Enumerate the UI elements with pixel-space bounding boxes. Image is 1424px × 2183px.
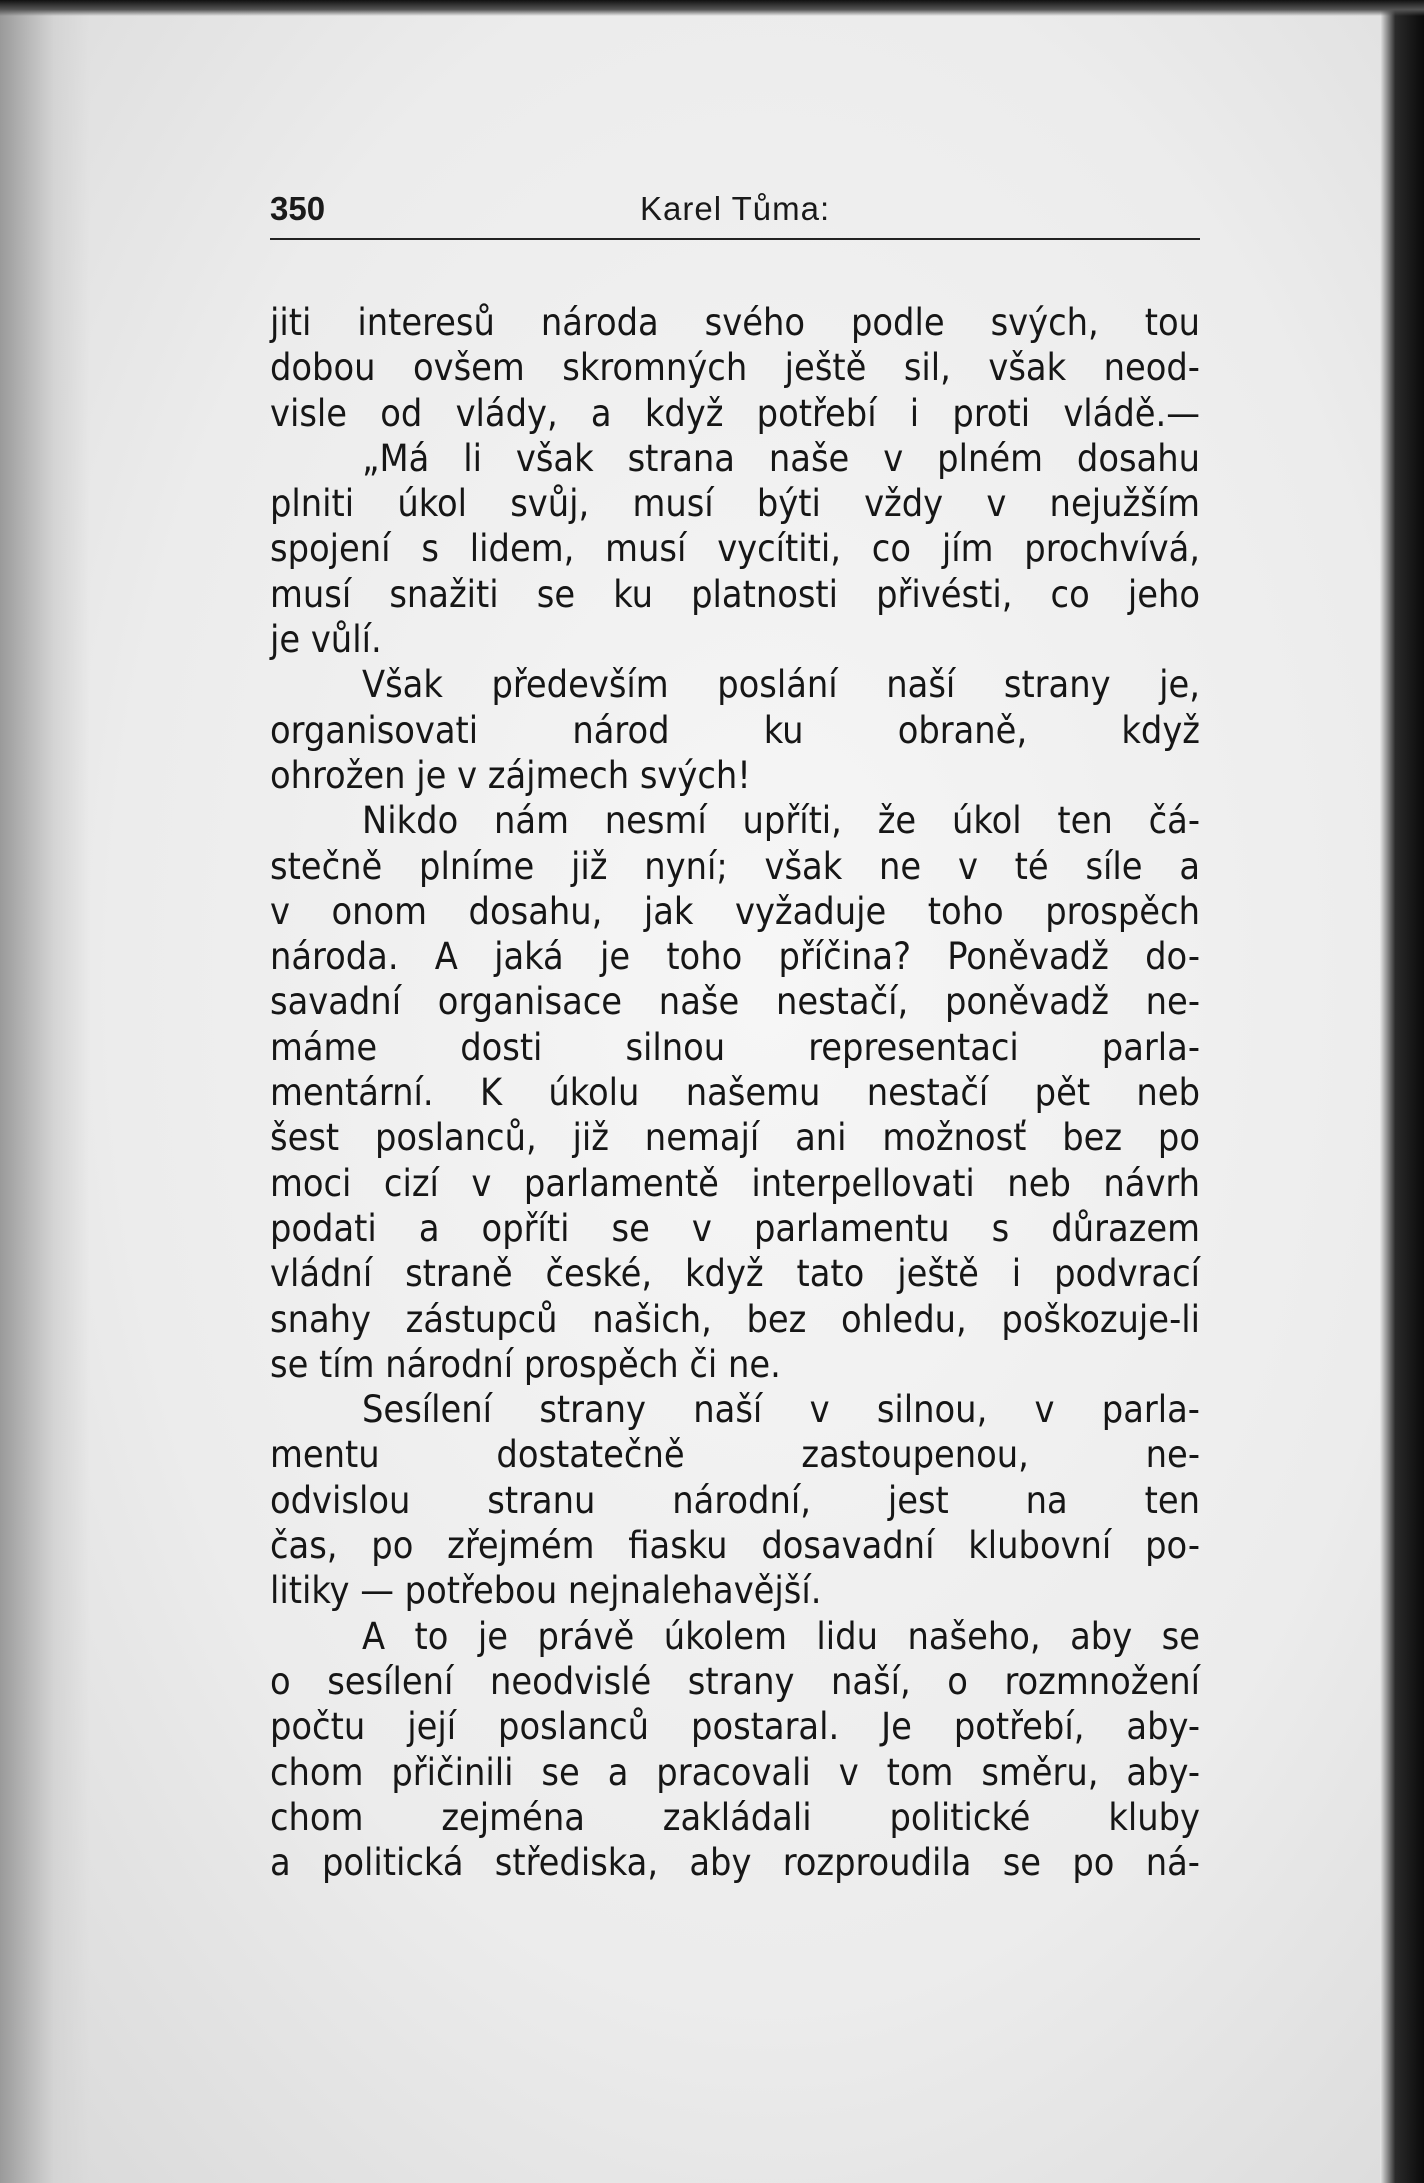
text-line: v onom dosahu, jak vyžaduje toho prospěch <box>270 888 1200 933</box>
text-line: Nikdo nám nesmí upříti, že úkol ten čá- <box>362 798 1200 843</box>
text-line: snahy zástupců našich, bez ohledu, poškozuje-li <box>270 1296 1200 1341</box>
text-line: „Má li však strana naše v plném dosahu <box>362 435 1200 480</box>
text-line: organisovati národ ku obraně, když <box>270 707 1200 752</box>
page-edge-shadow <box>1380 0 1424 2183</box>
text-line: visle od vlády, a když potřebí i proti vládě.— <box>270 390 1200 435</box>
text-line: počtu její poslanců postaral. Je potřebí, aby- <box>270 1704 1200 1749</box>
text-line: Však především poslání naší strany je, <box>362 662 1200 707</box>
page-gutter-shadow <box>0 0 90 2183</box>
text-line: ohrožen je v zájmech svých! <box>270 752 751 797</box>
text-line: mentu dostatečně zastoupenou, ne- <box>270 1432 1200 1477</box>
text-line: Sesílení strany naší v silnou, v parla- <box>362 1387 1200 1432</box>
text-line: máme dosti silnou representaci parla- <box>270 1024 1200 1069</box>
text-line: šest poslanců, již nemají ani možnosť bez po <box>270 1115 1200 1160</box>
text-line: mentární. K úkolu našemu nestačí pět neb <box>270 1070 1200 1115</box>
body-text <box>270 300 1200 1885</box>
text-line: čas, po zřejmém fiasku dosavadní klubovní po- <box>270 1523 1200 1568</box>
page-header <box>270 190 1200 240</box>
text-line: plniti úkol svůj, musí býti vždy v nejužším <box>270 481 1200 526</box>
text-line: savadní organisace naše nestačí, poněvadž ne- <box>270 979 1200 1024</box>
text-line: podati a opříti se v parlamentu s důrazem <box>270 1205 1200 1250</box>
text-line: litiky — potřebou nejnalehavější. <box>270 1568 822 1613</box>
text-line: musí snažiti se ku platnosti přivésti, co jeho <box>270 571 1200 616</box>
text-line: národa. A jaká je toho příčina? Poněvadž do- <box>270 934 1200 979</box>
page-number: 350 <box>270 190 326 227</box>
text-line: je vůlí. <box>270 617 382 662</box>
top-edge-shadow <box>0 0 1424 16</box>
text-line: stečně plníme již nyní; však ne v té síle a <box>270 843 1200 888</box>
text-line: chom zejména zakládali politické kluby <box>270 1794 1200 1839</box>
text-line: vládní straně české, když tato ještě i podvrací <box>270 1251 1200 1296</box>
text-line: moci cizí v parlamentě interpellovati neb návrh <box>270 1160 1200 1205</box>
text-line: odvislou stranu národní, jest na ten <box>270 1477 1200 1522</box>
text-line: o sesílení neodvislé strany naší, o rozmnožení <box>270 1658 1200 1703</box>
running-head: Karel Tůma: <box>640 190 831 227</box>
text-line: dobou ovšem skromných ještě sil, však neod- <box>270 345 1200 390</box>
text-line: a politická střediska, aby rozproudila se po ná- <box>270 1840 1200 1885</box>
text-line: A to je právě úkolem lidu našeho, aby se <box>362 1613 1200 1658</box>
text-line: se tím národní prospěch či ne. <box>270 1341 781 1386</box>
text-line: chom přičinili se a pracovali v tom směru, aby- <box>270 1749 1200 1794</box>
text-line: spojení s lidem, musí vycítiti, co jím prochvívá, <box>270 526 1200 571</box>
text-line: jiti interesů národa svého podle svých, tou <box>270 300 1200 344</box>
